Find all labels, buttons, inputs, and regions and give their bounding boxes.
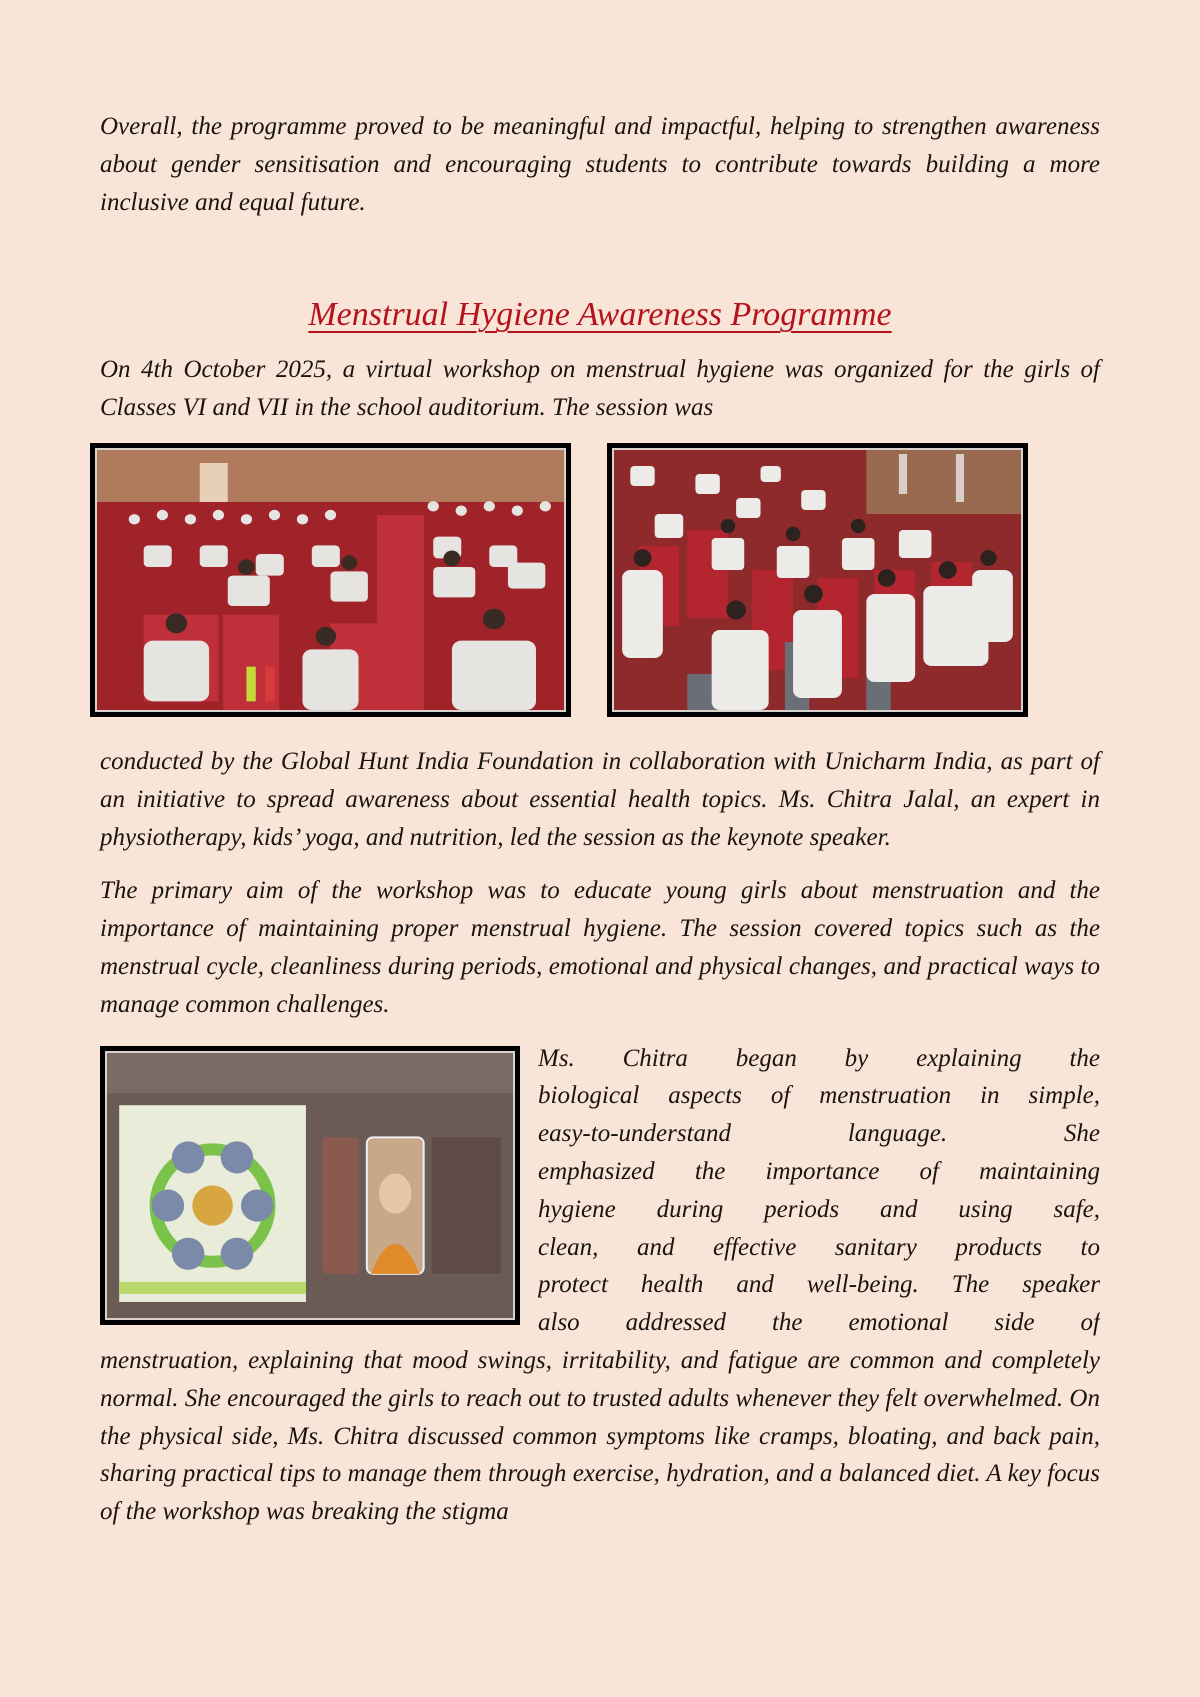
photo-virtual-session xyxy=(100,1046,520,1325)
wrapped-line: easy-to-understand language. She xyxy=(538,1120,1100,1148)
photo-auditorium-right xyxy=(607,443,1028,717)
photo-inner xyxy=(612,448,1023,712)
wrapped-line: biological aspects of menstruation in simple, xyxy=(538,1082,1100,1110)
wrapped-line: Ms. Chitra began by explaining the xyxy=(538,1044,1100,1072)
paragraph-organizers: conducted by the Global Hunt India Foundation in collaboration with Unicharm India, as part of an initiative to spread awareness about essential health topics. Ms. Chitra Jalal, an expert in physiotherapy, kids’ yoga, and nutrition, led the session as the keynote speaker. xyxy=(100,747,1100,851)
wrapped-line: emphasized the importance of maintaining xyxy=(538,1157,1100,1185)
wrapped-line: protect health and well-being. The speaker xyxy=(538,1271,1100,1299)
photo-inner xyxy=(95,448,566,712)
photo-row xyxy=(90,443,1100,717)
section-title-text: Menstrual Hygiene Awareness Programme xyxy=(308,296,892,334)
auditorium-photo-right-image xyxy=(614,450,1021,710)
wrapped-line: hygiene during periods and using safe, xyxy=(538,1195,1100,1223)
photo-inner xyxy=(105,1051,515,1320)
paragraph-workshop-aim: The primary aim of the workshop was to educate young girls about menstruation and the importance of maintaining proper menstrual hygiene. The session covered topics such as the menstrual cycle, cleanliness during periods, emotional and physical changes, and practical ways to manage common challenges. xyxy=(100,877,1100,1018)
virtual-session-photo-image xyxy=(107,1053,513,1318)
auditorium-photo-left-image xyxy=(97,450,564,710)
wrapped-line: clean, and effective sanitary products to xyxy=(538,1233,1100,1261)
wrapped-line: also addressed the emotional side of xyxy=(538,1309,1100,1337)
paragraph-speaker-continued: menstruation, explaining that mood swings, irritability, and fatigue are common and completely normal. She encouraged the girls to reach out to trusted adults whenever they felt overwhelmed. On the physical side, Ms. Chitra discussed common symptoms like cramps, bloating, and back pain, sharing practical tips to manage them through exercise, hydration, and a balanced diet. A key focus of the workshop was breaking the stigma xyxy=(100,1346,1100,1526)
paragraph-intro-workshop: On 4th October 2025, a virtual workshop on menstrual hygiene was organized for the girls of Classes VI and VII in the school auditorium. The session was xyxy=(100,356,1100,422)
document-page xyxy=(100,0,1100,1531)
photo-auditorium-left xyxy=(90,443,571,717)
intro-paragraph: Overall, the programme proved to be meaningful and impactful, helping to strengthen awareness about gender sensitisation and encouraging students to contribute towards building a more inclusive and equal future. xyxy=(100,113,1100,216)
section-title xyxy=(100,293,1100,337)
